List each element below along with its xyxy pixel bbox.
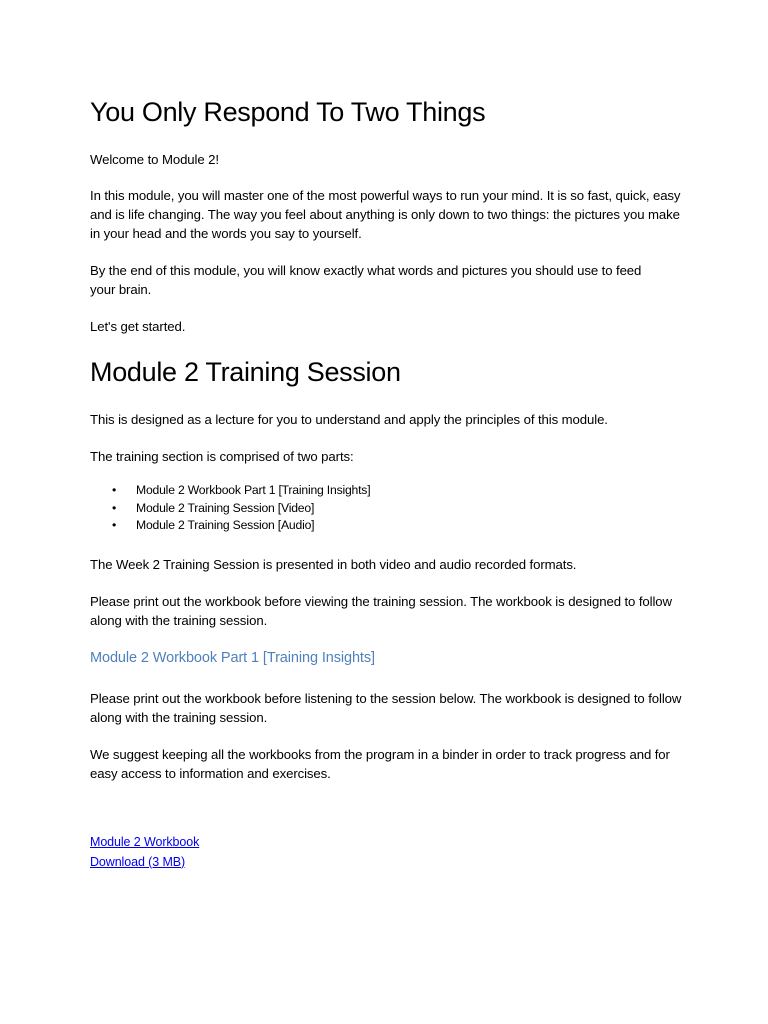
page-title: You Only Respond To Two Things [90,97,486,127]
parts-list [90,482,370,535]
intro-paragraph: In this module, you will master one of the most powerful ways to run your mind. It is so fast, quick, easy and is life changing. The way you feel about anything is only down to two things: the pictures you make in your head and the words you say to yourself. [90,188,681,241]
list-item [90,482,370,500]
bullet-icon: • [112,500,117,515]
list-item-text: Module 2 Training Session [Audio] [136,518,315,532]
download-link[interactable]: Download (3 MB) [90,854,186,869]
workbook-link[interactable]: Module 2 Workbook [90,835,200,849]
outcome-paragraph: By the end of this module, you will know exactly what words and pictures you should use to feed your brain. [90,263,642,297]
binder-paragraph: We suggest keeping all the workbooks from the program in a binder in order to track progress and for easy access to information and exercises. [90,747,670,781]
bullet-icon: • [112,518,117,532]
parts-intro: The training section is comprised of two parts: [90,449,354,464]
start-text: Let's get started. [90,319,186,334]
download-links [90,833,690,872]
listen-paragraph: Please print out the workbook before listening to the session below. The workbook is designed to follow along with the training session. [90,691,682,725]
list-item-text: Module 2 Workbook Part 1 [Training Insights] [136,483,371,497]
print-paragraph: Please print out the workbook before viewing the training session. The workbook is designed to follow along with the training session. [90,594,672,628]
lecture-paragraph: This is designed as a lecture for you to understand and apply the principles of this module. [90,412,608,427]
list-item [90,500,370,518]
section-title: Module 2 Training Session [90,357,401,387]
workbook-subheading: Module 2 Workbook Part 1 [Training Insights] [90,650,375,666]
list-item-text: Module 2 Training Session [Video] [136,500,315,515]
list-item [90,517,370,535]
welcome-text: Welcome to Module 2! [90,152,219,167]
bullet-icon: • [112,483,117,497]
formats-paragraph: The Week 2 Training Session is presented in both video and audio recorded formats. [90,557,577,572]
